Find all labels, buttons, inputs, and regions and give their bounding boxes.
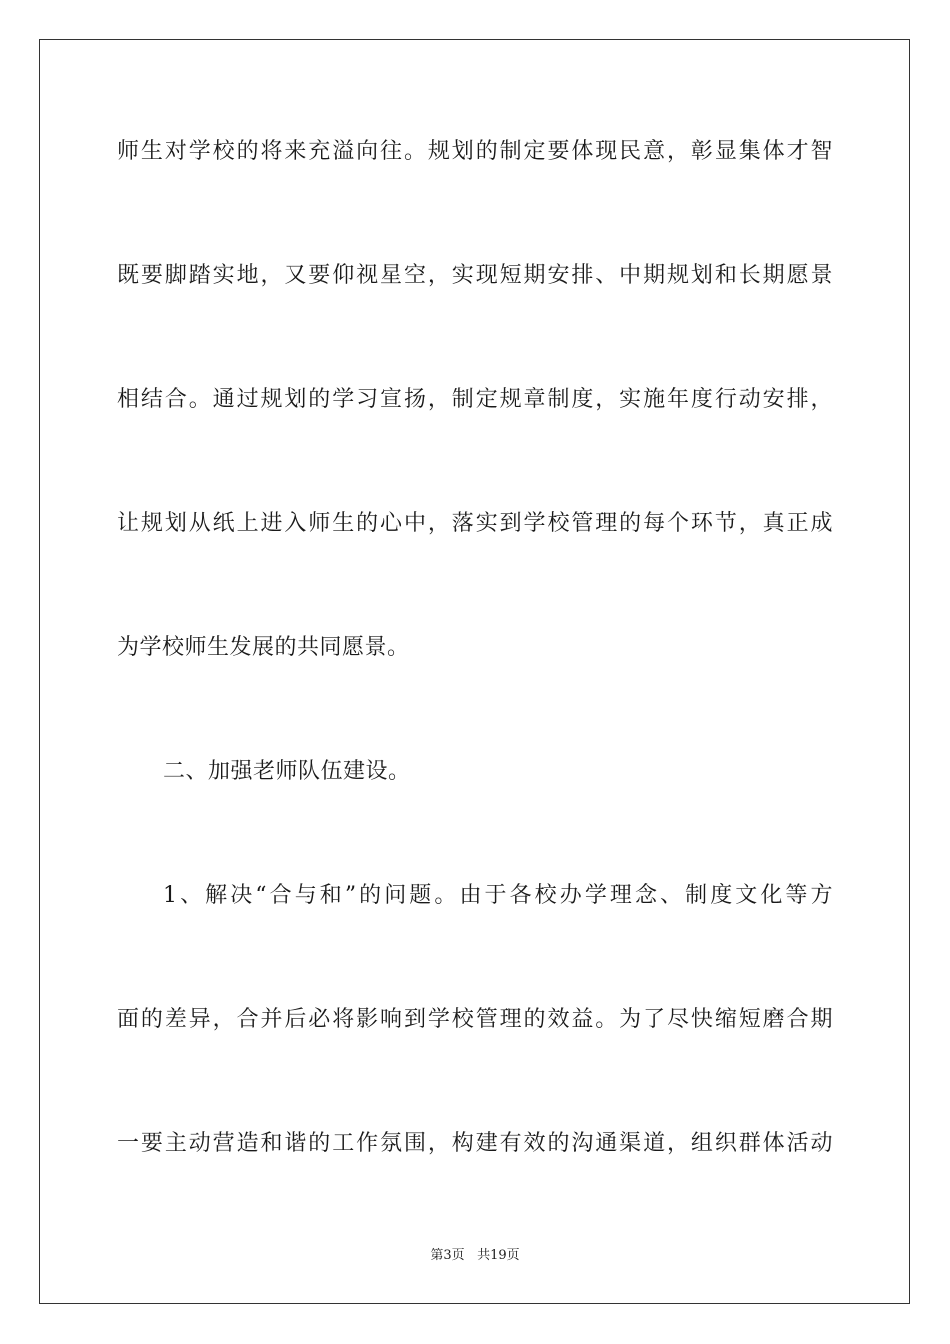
paragraph-line: 师生对学校的将来充溢向往。规划的制定要体现民意，彰显集体才智 <box>117 139 833 164</box>
page-footer <box>0 1248 950 1264</box>
paragraph-line: 相结合。通过规划的学习宣扬，制定规章制度，实施年度行动安排， <box>117 387 833 412</box>
paragraph-line: 一要主动营造和谐的工作氛围，构建有效的沟通渠道，组织群体活动 <box>117 1131 833 1156</box>
paragraph-line: 让规划从纸上进入师生的心中，落实到学校管理的每个环节，真正成 <box>117 511 833 536</box>
total-pages: 共19页 <box>477 1248 520 1263</box>
page-number: 第3页 <box>430 1248 465 1263</box>
section-heading: 二、加强老师队伍建设。 <box>163 759 411 784</box>
paragraph-line: 1、解决“合与和”的问题。由于各校办学理念、制度文化等方 <box>163 883 833 908</box>
page-border <box>39 39 910 1304</box>
paragraph-line: 面的差异，合并后必将影响到学校管理的效益。为了尽快缩短磨合期 <box>117 1007 833 1032</box>
paragraph-line: 为学校师生发展的共同愿景。 <box>117 635 410 660</box>
paragraph-line: 既要脚踏实地，又要仰视星空，实现短期安排、中期规划和长期愿景 <box>117 263 833 288</box>
